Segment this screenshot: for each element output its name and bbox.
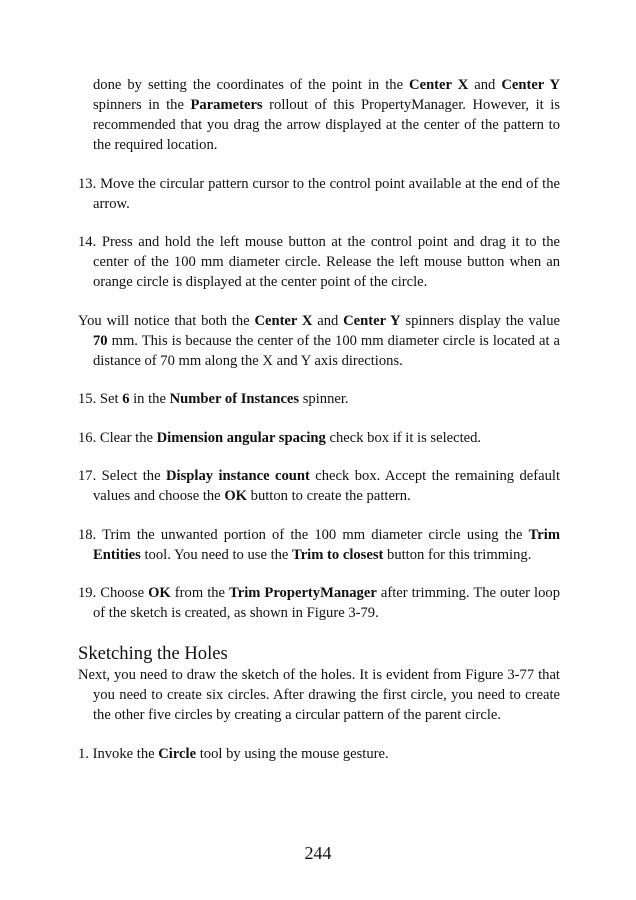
text-run: You will notice that both the (78, 312, 255, 329)
bold-term: Number of Instances (169, 391, 300, 407)
paragraphs-after-heading (78, 665, 560, 764)
text-run: spinners in the (93, 97, 191, 113)
text-run: 15. Set (78, 391, 123, 407)
text-run: spinner. (299, 391, 349, 407)
paragraphs-before-heading (78, 75, 560, 623)
text-run: button to create the pattern. (247, 488, 411, 504)
paragraph-16 (78, 428, 560, 448)
paragraph-19 (78, 583, 560, 623)
bold-term: Display instance count (166, 468, 310, 484)
text-run: and (468, 77, 502, 93)
text-run: rollout of this PropertyManager. However, it is recommended that you drag the arrow displayed at the center of the pattern to the required location. (93, 97, 560, 153)
bold-term: OK (148, 585, 171, 601)
paragraph-1 (78, 744, 560, 764)
bold-term: 6 (122, 391, 130, 407)
text-run: tool. You need to use the (140, 546, 293, 563)
bold-term: Center X (254, 312, 313, 329)
text-run: mm. This is because the center of the 100 mm diameter circle is located at a distance of 70 mm along the X and Y axis directions. (93, 332, 560, 369)
text-run: 18. Trim the unwanted portion of the 100 mm diameter circle using the (78, 526, 529, 543)
text-run: 19. Choose (78, 585, 149, 601)
text-run: done by setting the coordinates of the point in the (93, 77, 410, 93)
text-run: check box. Accept the remaining default values and choose the (93, 468, 560, 504)
text-run: in the (129, 391, 170, 407)
text-run: from the (170, 585, 230, 601)
text-run: after trimming. The outer loop of the sketch is created, as shown in Figure 3-79. (93, 585, 560, 621)
bold-term: Trim Entities (93, 526, 560, 563)
paragraph-14 (78, 232, 560, 292)
text-run: spinners display the value (400, 312, 560, 329)
paragraph-18 (78, 525, 560, 565)
paragraph-15 (78, 389, 560, 409)
text-run: 16. Clear the (78, 429, 157, 446)
text-run: check box if it is selected. (325, 429, 482, 446)
bold-term: OK (224, 488, 248, 504)
bold-term: Center Y (501, 77, 560, 93)
bold-term: Trim PropertyManager (229, 585, 377, 601)
section-heading: Sketching the Holes (78, 643, 228, 664)
text-run: 1. Invoke the (78, 745, 159, 762)
text-run: Next, you need to draw the sketch of the holes. It is evident from Figure 3-77 that you need to create six circles. After drawing the first circle, you need to create the other five circles by creating a circular pattern of the parent circle. (78, 667, 560, 723)
bold-term: Trim to closest (292, 546, 384, 563)
bold-term: Center X (409, 77, 469, 93)
paragraph-13 (78, 174, 560, 214)
text-run: tool by using the mouse gesture. (196, 745, 389, 762)
bold-term: Dimension angular spacing (156, 429, 326, 446)
bold-term: 70 (93, 332, 108, 349)
paragraph-17 (78, 466, 560, 506)
text-run: and (312, 312, 344, 329)
page-body (78, 75, 560, 782)
paragraph-next (78, 665, 560, 725)
bold-term: Parameters (190, 97, 263, 113)
bold-term: Center Y (343, 312, 401, 329)
text-run: 13. Move the circular pattern cursor to the control point available at the end of the arrow. (78, 175, 560, 212)
page-number: 244 (304, 843, 332, 863)
text-run: 17. Select the (78, 468, 167, 484)
text-run: button for this trimming. (383, 546, 532, 563)
bold-term: Circle (158, 745, 197, 762)
paragraph-notice (78, 311, 560, 371)
paragraph-cont (78, 75, 560, 155)
text-run: 14. Press and hold the left mouse button at the control point and drag it to the center of the 100 mm diameter circle. Release the left mouse button when an orange circle is displayed at the center point of the circle. (78, 234, 560, 290)
